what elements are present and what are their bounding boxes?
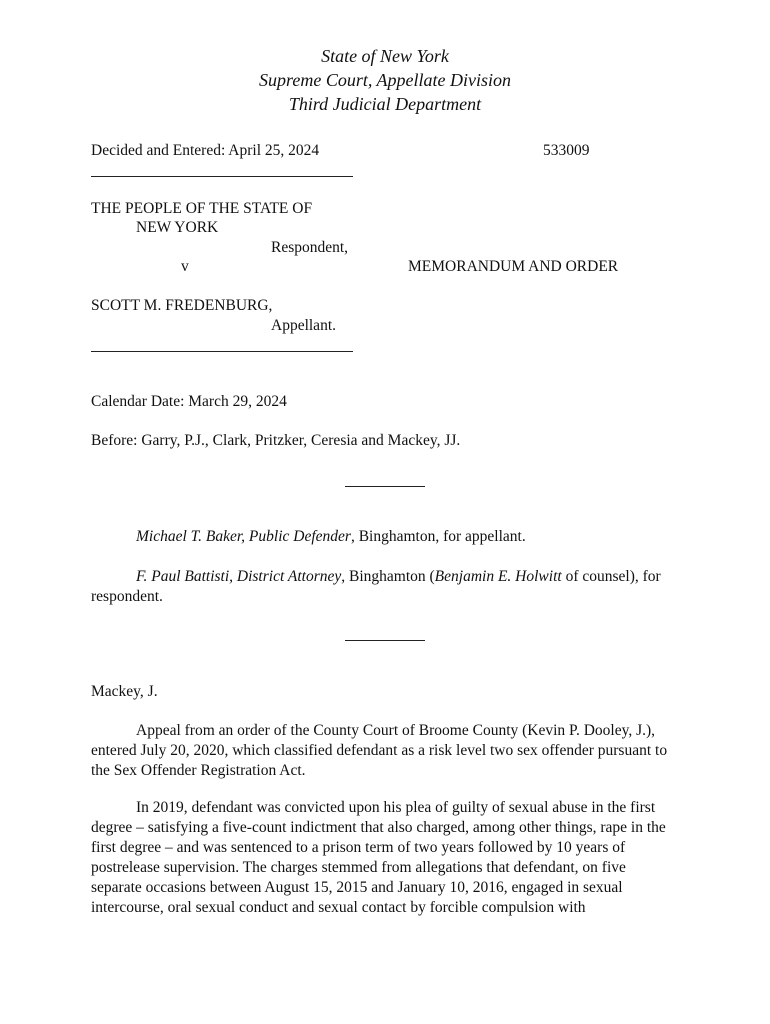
court-name: Supreme Court, Appellate Division [259,70,511,90]
opinion-paragraph: In 2019, defendant was convicted upon his plea of guilty of sexual abuse in the first degree – satisfying a five-count indictment that also charged, among other things, rape in the first degree – and was sentenced to a prison term of two years followed by 10 years of postrelease supervision. The charges stemmed from allegations that defendant, on five separate occasions between August 15, 2015 and January 10, 2016, engaged in sexual intercourse, oral sexual conduct and sexual contact by forcible compulsion with [91,799,666,916]
appellant-counsel [136,528,526,546]
party1-line1: THE PEOPLE OF THE STATE OF [91,200,313,217]
opinion-paragraph: Appeal from an order of the County Court of Broome County (Kevin P. Dooley, J.), entered July 20, 2020, which classified defendant as a risk level two sex offender pursuant to the Sex Offender Registration Act. [91,722,668,779]
separator-rule-2 [345,640,425,641]
respondent-counsel [91,567,676,607]
caption-top-rule [91,176,353,177]
versus: v [181,258,189,275]
party2-role: Appellant. [271,317,336,334]
party1-line2: NEW YORK [136,219,219,236]
separator-rule-1 [345,486,425,487]
opinion-author: Mackey, J. [91,683,158,700]
panel-before: Before: Garry, P.J., Clark, Pritzker, Ceresia and Mackey, JJ. [91,432,461,449]
order-type: MEMORANDUM AND ORDER [408,258,619,275]
court-department: Third Judicial Department [288,94,482,114]
court-state: State of New York [321,46,449,66]
party1-role: Respondent, [271,239,349,256]
respondent-counsel-rest: of counsel), for respondent. [91,568,661,605]
decided-date: Decided and Entered: April 25, 2024 [91,142,320,159]
calendar-date: Calendar Date: March 29, 2024 [91,393,287,410]
appellant-counsel-rest: , Binghamton, for appellant. [350,528,526,545]
docket-number: 533009 [543,142,590,159]
caption-bottom-rule [91,351,353,352]
respondent-counsel-name: F. Paul Battisti, District Attorney [136,568,342,585]
respondent-counsel-mid: , Binghamton ( [341,568,435,585]
party2-name: SCOTT M. FREDENBURG, [91,297,273,314]
respondent-of-counsel: Benjamin E. Holwitt [434,568,562,585]
appellant-counsel-name: Michael T. Baker, Public Defender [136,528,351,545]
